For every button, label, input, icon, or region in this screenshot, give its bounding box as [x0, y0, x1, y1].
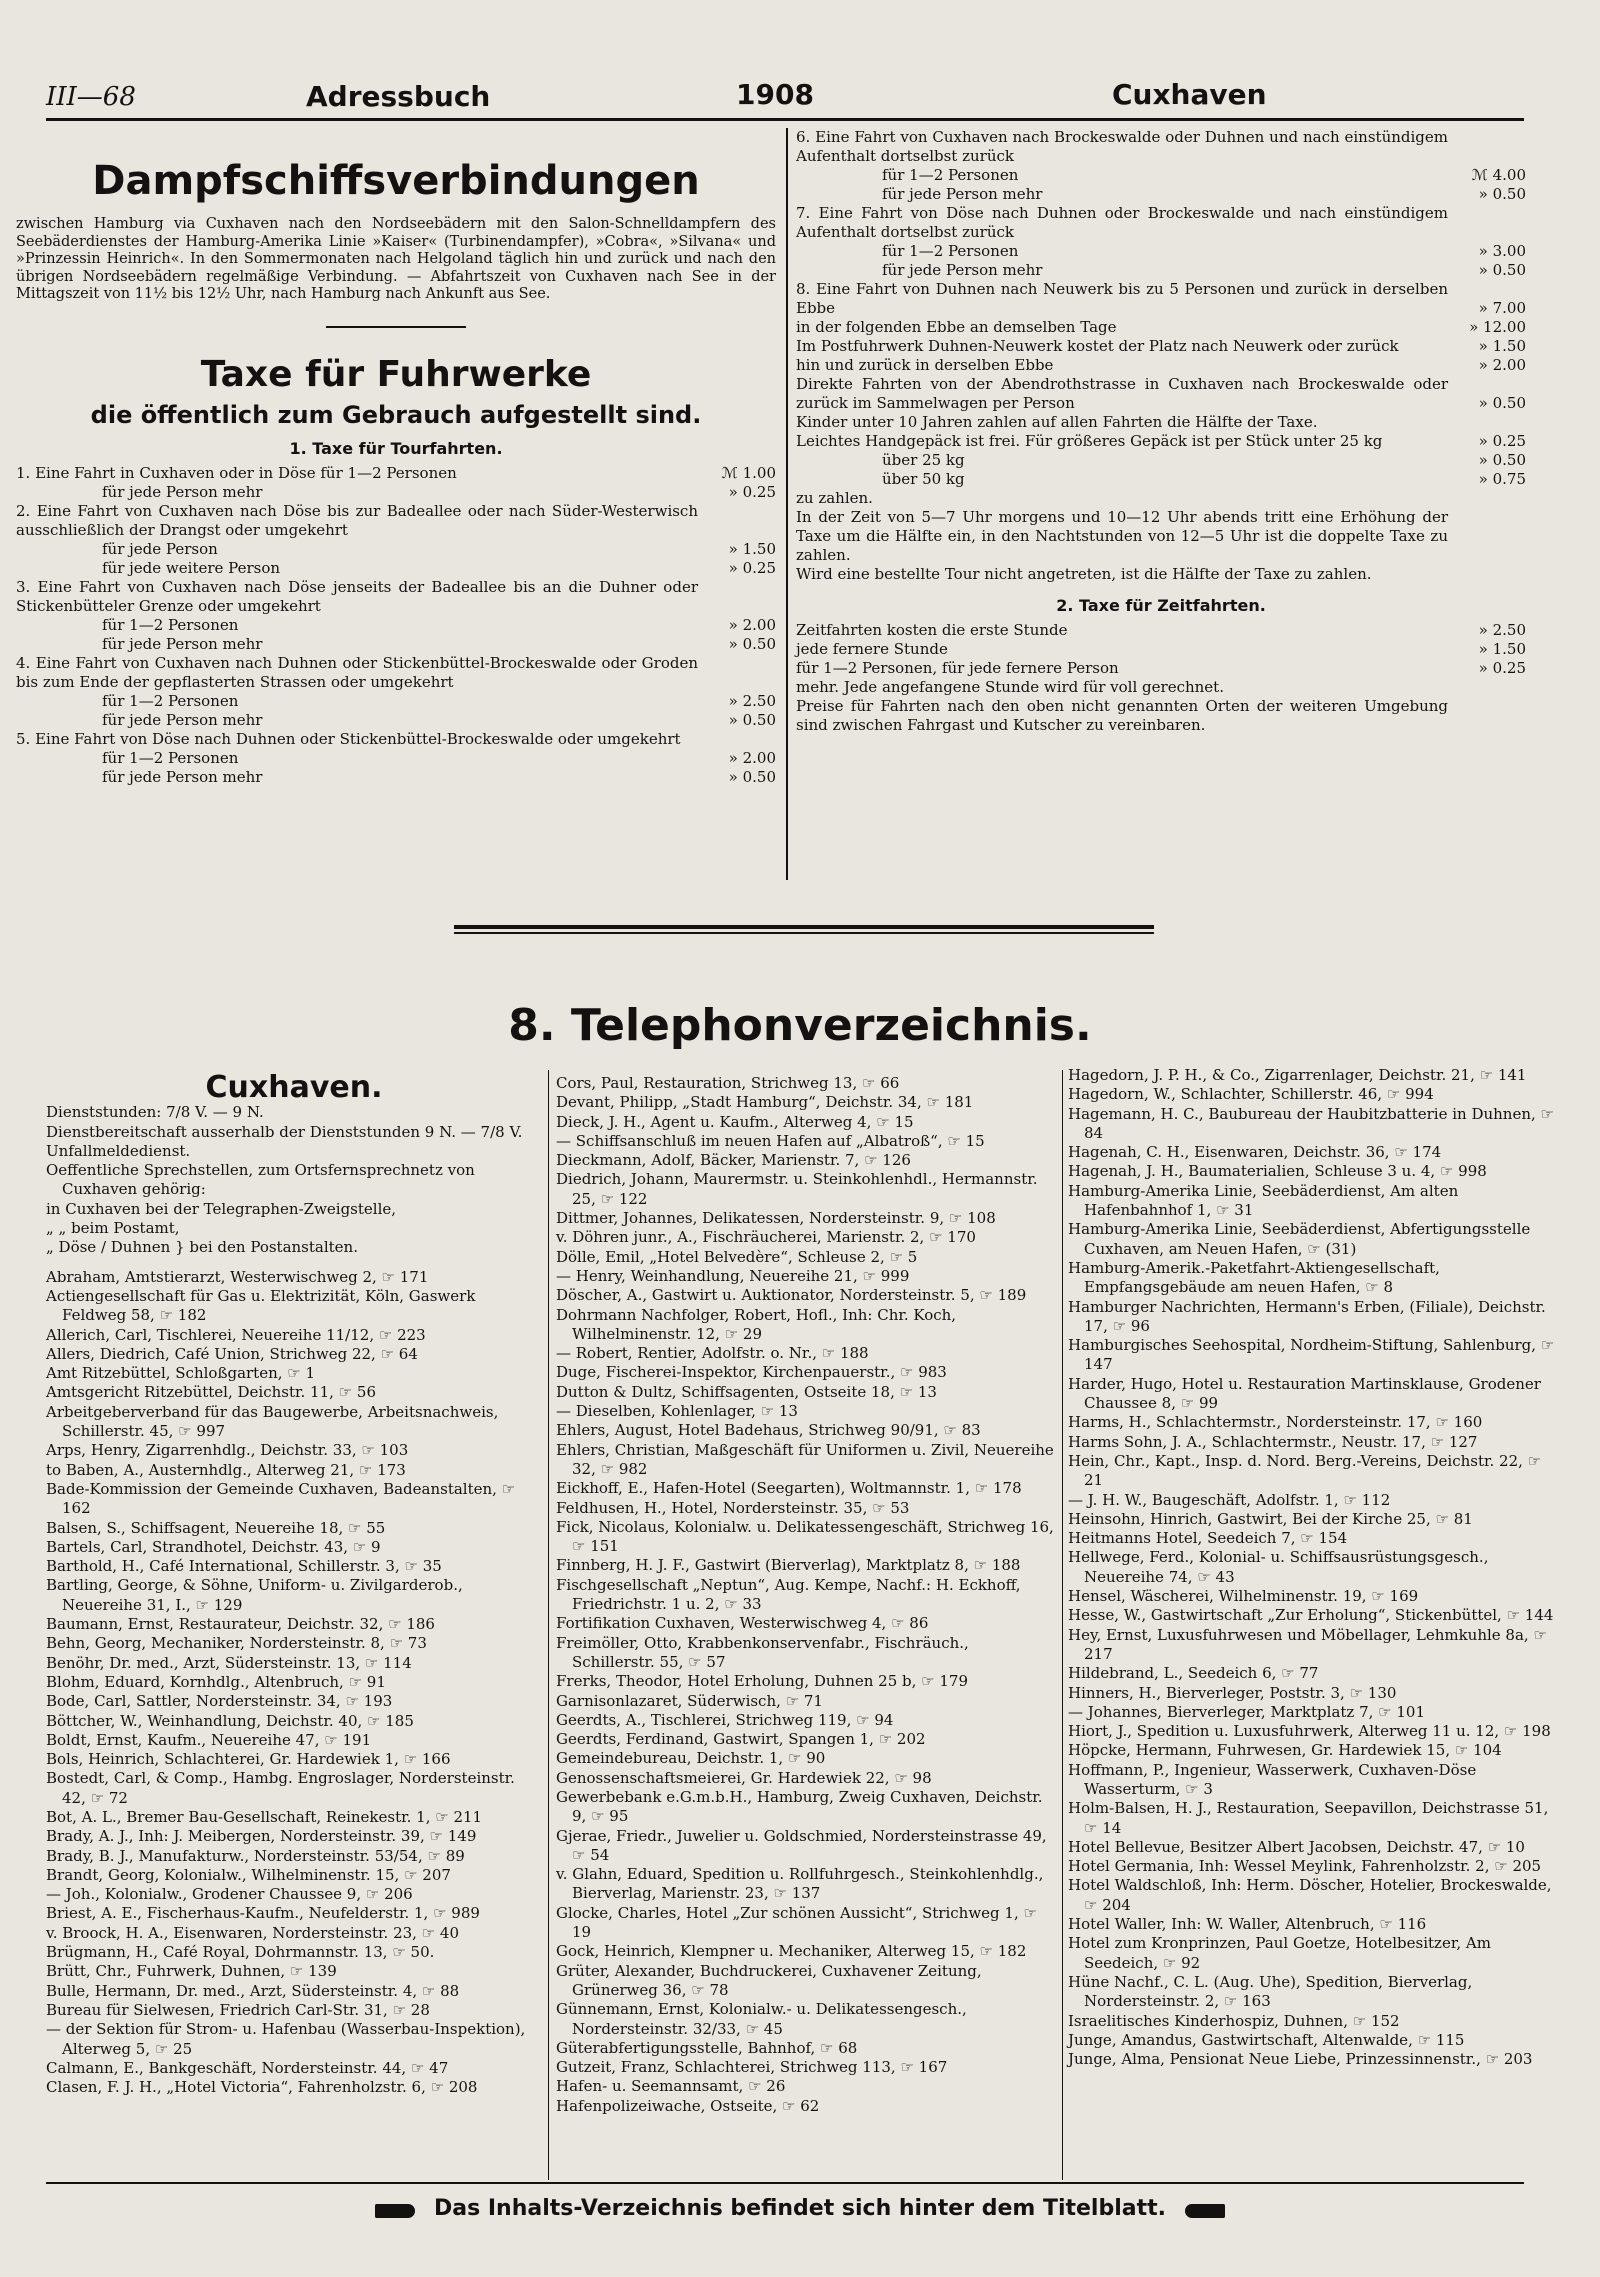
tariff-text: für 1—2 Personen, für jede fernere Person [796, 659, 1119, 677]
right-upper-column [796, 128, 1526, 735]
tel-entry: Gewerbebank e.G.m.b.H., Hamburg, Zweig Cuxhaven, Deichstr. 9, ☞ 95 [556, 1787, 1043, 1826]
tariff-row [796, 185, 1526, 204]
year: 1908 [736, 78, 814, 111]
tel-entry: Güterabfertigungsstelle, Bahnhof, ☞ 68 [556, 2038, 858, 2057]
tariff-text: für jede Person mehr [102, 634, 263, 653]
taxe-sec2: 2. Taxe für Zeitfahrten. [1056, 596, 1266, 615]
taxe-items-left [16, 464, 776, 787]
tel-entry: Bols, Heinrich, Schlachterei, Gr. Hardewiek 1, ☞ 166 [46, 1750, 451, 1769]
tel-entry: Heitmanns Hotel, Seedeich 7, ☞ 154 [1068, 1529, 1348, 1548]
tel-entry: Junge, Amandus, Gastwirtschaft, Altenwalde, ☞ 115 [1068, 2030, 1465, 2049]
tel-entry: Bode, Carl, Sattler, Nordersteinstr. 34, ☞ 193 [46, 1692, 393, 1711]
tel-entry: Amt Ritzebüttel, Schloßgarten, ☞ 1 [46, 1364, 316, 1383]
tel-entry: Hein, Chr., Kapt., Insp. d. Nord. Berg.-Vereins, Deichstr. 22, ☞ 21 [1068, 1451, 1542, 1490]
tariff-text: in der folgenden Ebbe an demselben Tage [796, 318, 1117, 336]
tel-entry: Bot, A. L., Bremer Bau-Gesellschaft, Reinekestr. 1, ☞ 211 [46, 1807, 483, 1826]
tariff-price: » 0.25 [728, 558, 776, 577]
tel-entry: Hiort, J., Spedition u. Luxusfuhrwerk, Alterweg 11 u. 12, ☞ 198 [1068, 1722, 1551, 1741]
tariff-price: » 3.00 [1478, 242, 1526, 260]
tel-entry: Dieckmann, Adolf, Bäcker, Marienstr. 7, ☞ 126 [556, 1151, 911, 1170]
tel-entry: Geerdts, Ferdinand, Gastwirt, Spangen 1, ☞ 202 [556, 1730, 926, 1749]
taxe-title: Taxe für Fuhrwerke [200, 353, 592, 395]
tariff-row [796, 261, 1526, 280]
tel-entry: Calmann, E., Bankgeschäft, Nordersteinstr. 44, ☞ 47 [46, 2058, 449, 2077]
tariff-row [16, 730, 776, 749]
taxe-subtitle: die öffentlich zum Gebrauch aufgestellt sind. [90, 400, 702, 429]
tariff-text: Im Postfuhrwerk Duhnen-Neuwerk kostet der Platz nach Neuwerk oder zurück [796, 337, 1399, 355]
tariff-row [796, 489, 1526, 508]
tel-entry: Hotel Bellevue, Besitzer Albert Jacobsen, Deichstr. 47, ☞ 10 [1068, 1837, 1525, 1856]
tel-entry: Hamburg-Amerika Linie, Seebäderdienst, Am alten Hafenbahnhof 1, ☞ 31 [1068, 1181, 1459, 1220]
tel-entry: Gemeindebureau, Deichstr. 1, ☞ 90 [556, 1749, 826, 1768]
tel-entry: Bulle, Hermann, Dr. med., Arzt, Südersteinstr. 4, ☞ 88 [46, 1981, 460, 2000]
tariff-row [16, 749, 776, 768]
taxe-items-right [796, 128, 1526, 584]
tariff-price: » 12.00 [1469, 318, 1526, 336]
tel-intro-line: „ „ beim Postamt, [46, 1219, 180, 1238]
tariff-text: für jede Person [102, 539, 218, 558]
tariff-price: » 0.50 [728, 767, 776, 786]
tariff-row [796, 565, 1526, 584]
tel-entry: Fischgesellschaft „Neptun“, Aug. Kempe, Nachf.: H. Eckhoff, Friedrichstr. 1 u. 2, ☞ 33 [556, 1575, 1021, 1614]
tel-entry: Boldt, Ernst, Kaufm., Neuereihe 47, ☞ 191 [46, 1730, 372, 1749]
tariff-text: In der Zeit von 5—7 Uhr morgens und 10—12 Uhr abends tritt eine Erhöhung der Taxe um die Hälfte ein, in den Nachtstunden von 12—5 Uhr ist die doppelte Taxe zu zahlen. [796, 508, 1448, 564]
tel-entry: Gutzeit, Franz, Schlachterei, Strichweg 113, ☞ 167 [556, 2058, 948, 2077]
tel-entry: Hamburger Nachrichten, Hermann's Erben, (Filiale), Deichstr. 17, ☞ 96 [1068, 1297, 1546, 1335]
tariff-price: » 0.50 [1478, 185, 1526, 203]
tariff-text: für 1—2 Personen [102, 748, 239, 767]
tel-col-1 [46, 1070, 542, 2097]
tariff-row [16, 540, 776, 559]
taxe-items-zeit [796, 621, 1526, 735]
tel-entry: — Joh., Kolonialw., Grodener Chaussee 9, ☞ 206 [46, 1885, 413, 1904]
book-title: Adressbuch [306, 80, 491, 113]
tariff-text: Leichtes Handgepäck ist frei. Für größeres Gepäck ist per Stück unter 25 kg [796, 432, 1383, 450]
tel-intro-line: in Cuxhaven bei der Telegraphen-Zweigstelle, [46, 1199, 397, 1218]
tel-entry: Hellwege, Ferd., Kolonial- u. Schiffsausrüstungsgesch., Neuereihe 74, ☞ 43 [1068, 1548, 1489, 1586]
tariff-text: Kinder unter 10 Jahren zahlen auf allen Fahrten die Hälfte der Taxe. [796, 413, 1318, 431]
tariff-row [16, 654, 776, 692]
tel-entry: Genossenschaftsmeierei, Gr. Hardewiek 22, ☞ 98 [556, 1768, 932, 1787]
tariff-price: » 0.25 [1478, 432, 1526, 450]
tel-entry: Glocke, Charles, Hotel „Zur schönen Aussicht“, Strichweg 1, ☞ 19 [556, 1903, 1037, 1942]
tel-entry: — Robert, Rentier, Adolfstr. o. Nr., ☞ 188 [556, 1344, 869, 1363]
tariff-price: » 1.50 [1478, 640, 1526, 658]
tariff-row [796, 621, 1526, 640]
tel-entry: Baumann, Ernst, Restaurateur, Deichstr. 32, ☞ 186 [46, 1615, 435, 1634]
tariff-text: zu zahlen. [796, 489, 873, 507]
tel-entry: Garnisonlazaret, Süderwisch, ☞ 71 [556, 1691, 823, 1710]
tel-entry: Hagemann, H. C., Baubureau der Haubitzbatterie in Duhnen, ☞ 84 [1068, 1104, 1554, 1142]
tel-entry: Ehlers, Christian, Maßgeschäft für Uniformen u. Zivil, Neuereihe 32, ☞ 982 [556, 1440, 1054, 1478]
tariff-text: mehr. Jede angefangene Stunde wird für voll gerechnet. [796, 678, 1224, 696]
tel-entry: Hagenah, C. H., Eisenwaren, Deichstr. 36, ☞ 174 [1068, 1143, 1442, 1162]
tel-intro-line: Oeffentliche Sprechstellen, zum Ortsfernsprechnetz von Cuxhaven gehörig: [46, 1161, 475, 1199]
tel-entry: Allers, Diedrich, Café Union, Strichweg 22, ☞ 64 [46, 1344, 418, 1363]
tel-entry: Arps, Henry, Zigarrenhdlg., Deichstr. 33, ☞ 103 [46, 1441, 409, 1460]
tel-entry: Hoffmann, P., Ingenieur, Wasserwerk, Cuxhaven-Döse Wasserturm, ☞ 3 [1068, 1760, 1477, 1798]
tariff-price: » 1.50 [728, 539, 776, 558]
tel-entry: Harms Sohn, J. A., Schlachtermstr., Neustr. 17, ☞ 127 [1068, 1432, 1478, 1451]
tel-entry: Hagedorn, W., Schlachter, Schillerstr. 46, ☞ 994 [1068, 1085, 1434, 1104]
tel-entry: — J. H. W., Baugeschäft, Adolfstr. 1, ☞ 112 [1068, 1490, 1391, 1509]
tel-entry: Frerks, Theodor, Hotel Erholung, Duhnen 25 b, ☞ 179 [556, 1672, 969, 1691]
section-double-rule-bottom [454, 932, 1154, 934]
tel-list-2 [556, 1074, 1056, 2116]
tel-entry: Finnberg, H. J. F., Gastwirt (Bierverlag), Marktplatz 8, ☞ 188 [556, 1556, 1021, 1575]
tariff-price: » 0.50 [1478, 451, 1526, 469]
tariff-text: für 1—2 Personen [102, 691, 239, 710]
tariff-text: Direkte Fahrten von der Abendrothstrasse in Cuxhaven nach Brockeswalde oder zurück im Sammelwagen per Person [796, 375, 1448, 412]
tel-entry: Brady, A. J., Inh: J. Meibergen, Nordersteinstr. 39, ☞ 149 [46, 1827, 477, 1846]
tel-entry: v. Broock, H. A., Eisenwaren, Nordersteinstr. 23, ☞ 40 [46, 1923, 460, 1942]
tel-entry: Hamburg-Amerika Linie, Seebäderdienst, Abfertigungsstelle Cuxhaven, am Neuen Hafen, ☞ (31) [1068, 1220, 1531, 1258]
tel-entry: Gjerae, Friedr., Juwelier u. Goldschmied, Nordersteinstrasse 49, ☞ 54 [556, 1826, 1047, 1864]
page-header [46, 78, 1526, 118]
tariff-text: über 25 kg [882, 451, 965, 469]
tel-entry: v. Glahn, Eduard, Spedition u. Rollfuhrgesch., Steinkohlenhdlg., Bierverlag, Marienstr. 23, ☞ 137 [556, 1865, 1044, 1903]
tel-entry: Hagenah, J. H., Baumaterialien, Schleuse 3 u. 4, ☞ 998 [1068, 1162, 1487, 1181]
tel-entry: Feldhusen, H., Hotel, Nordersteinstr. 35, ☞ 53 [556, 1498, 910, 1517]
tel-entry: Hotel Waldschloß, Inh: Herm. Döscher, Hotelier, Brockeswalde, ☞ 204 [1068, 1876, 1552, 1914]
tel-entry: Holm-Balsen, H. J., Restauration, Seepavillon, Deichstrasse 51, ☞ 14 [1068, 1799, 1549, 1837]
tel-entry: v. Döhren junr., A., Fischräucherei, Marienstr. 2, ☞ 170 [556, 1228, 976, 1247]
tel-title: 8. Telephonverzeichnis. [508, 1000, 1092, 1051]
tel-entry: Harder, Hugo, Hotel u. Restauration Martinsklause, Grodener Chaussee 8, ☞ 99 [1068, 1374, 1541, 1413]
footer [0, 2196, 1600, 2221]
tel-entry: Harms, H., Schlachtermstr., Nordersteinstr. 17, ☞ 160 [1068, 1413, 1483, 1432]
tel-col-3 [1068, 1066, 1558, 2069]
tel-entry: Briest, A. E., Fischerhaus-Kaufm., Neufelderstr. 1, ☞ 989 [46, 1904, 480, 1923]
tariff-row [16, 692, 776, 711]
tel-intro-line: Dienstbereitschaft ausserhalb der Dienststunden 9 N. — 7/8 V. [46, 1122, 523, 1141]
tariff-row [796, 432, 1526, 451]
tel-entry: Hinners, H., Bierverleger, Poststr. 3, ☞ 130 [1068, 1683, 1397, 1702]
tariff-row [796, 470, 1526, 489]
tel-entry: Abraham, Amtstierarzt, Westerwischweg 2, ☞ 171 [46, 1267, 429, 1286]
tariff-row [796, 413, 1526, 432]
tariff-row [16, 578, 776, 616]
tel-entry: Freimöller, Otto, Krabbenkonservenfabr., Fischräuch., Schillerstr. 55, ☞ 57 [556, 1633, 969, 1671]
tel-entry: Junge, Alma, Pensionat Neue Liebe, Prinzessinnenstr., ☞ 203 [1068, 2050, 1533, 2069]
tel-entry: Hildebrand, L., Seedeich 6, ☞ 77 [1068, 1664, 1319, 1683]
tel-entry: Bartels, Carl, Strandhotel, Deichstr. 43, ☞ 9 [46, 1537, 381, 1556]
column-divider-lower-2 [1062, 1070, 1063, 2180]
tariff-row [796, 640, 1526, 659]
tariff-price: ℳ 4.00 [1471, 166, 1526, 184]
tel-entry: Hüne Nachf., C. L. (Aug. Uhe), Spedition, Bierverlag, Nordersteinstr. 2, ☞ 163 [1068, 1972, 1473, 2011]
tariff-row [796, 128, 1526, 166]
tariff-row [796, 204, 1526, 242]
tel-entry: Arbeitgeberverband für das Baugewerbe, Arbeitsnachweis, Schillerstr. 45, ☞ 997 [46, 1402, 499, 1441]
tel-entry: Diedrich, Johann, Maurermstr. u. Steinkohlenhdl., Hermannstr. 25, ☞ 122 [556, 1170, 1038, 1208]
tariff-text: Preise für Fahrten nach den oben nicht genannten Orten der weiteren Umgebung sind zwischen Fahrgast und Kutscher zu vereinbaren. [796, 697, 1448, 734]
tariff-price: » 2.00 [728, 748, 776, 767]
tel-entry: Hafenpolizeiwache, Ostseite, ☞ 62 [556, 2096, 820, 2115]
taxe-sec1: 1. Taxe für Tourfahrten. [289, 438, 503, 458]
tariff-row [796, 508, 1526, 565]
tel-city: Cuxhaven. [205, 1070, 383, 1105]
header-rule [46, 118, 1524, 121]
tel-entry: Dieck, J. H., Agent u. Kaufm., Alterweg 4, ☞ 15 [556, 1112, 914, 1131]
tariff-text: 4. Eine Fahrt von Cuxhaven nach Duhnen oder Stickenbüttel-Brockeswalde oder Groden bis zum Ende der gepflasterten Strassen oder umgekehrt [16, 653, 698, 691]
tariff-row [796, 697, 1526, 735]
tel-intro [46, 1103, 542, 1257]
tariff-row [16, 559, 776, 578]
tariff-price: » 0.50 [728, 710, 776, 729]
tel-entry: — der Sektion für Strom- u. Hafenbau (Wasserbau-Inspektion), Alterweg 5, ☞ 25 [46, 2020, 526, 2058]
tel-entry: Bureau für Sielwesen, Friedrich Carl-Str. 31, ☞ 28 [46, 2000, 430, 2019]
tel-entry: — Dieselben, Kohlenlager, ☞ 13 [556, 1402, 798, 1421]
tariff-text: 2. Eine Fahrt von Cuxhaven nach Döse bis zur Badeallee oder nach Süder-Westerwisch ausschließlich der Drangst oder umgekehrt [16, 501, 698, 539]
tel-list-3 [1068, 1066, 1558, 2069]
tariff-text: 3. Eine Fahrt von Cuxhaven nach Döse jenseits der Badeallee bis an die Duhner oder Stickenbütteler Grenze oder umgekehrt [16, 577, 698, 615]
tariff-row [16, 768, 776, 787]
tel-entry: Hesse, W., Gastwirtschaft „Zur Erholung“, Stickenbüttel, ☞ 144 [1068, 1606, 1554, 1625]
tel-list-1 [46, 1268, 542, 2098]
page-ref: III—68 [46, 82, 136, 112]
tel-entry: Günnemann, Ernst, Kolonialw.- u. Delikatessengesch., Nordersteinstr. 32/33, ☞ 45 [556, 2000, 967, 2038]
tel-entry: Cors, Paul, Restauration, Strichweg 13, ☞ 66 [556, 1074, 900, 1092]
tel-entry: Brügmann, H., Café Royal, Dohrmannstr. 13, ☞ 50. [46, 1943, 435, 1962]
tariff-price: » 0.25 [1478, 659, 1526, 677]
pointing-hand-left-icon [375, 2204, 415, 2218]
tariff-row [16, 635, 776, 654]
dampf-text: zwischen Hamburg via Cuxhaven nach den Nordseebädern mit den Salon-Schnelldampfern des Seebäderdienstes der Hamburg-Amerika Linie »Kaiser« (Turbinendampfer), »Cobra«, »Silvana« und »Prinzessin Heinrich«. In den Sommermonaten nach Helgoland täglich hin und zurück und nach den übrigen Nordseebädern regelmäßige Verbindung. — Abfahrtszeit von Cuxhaven nach See in der Mittagszeit von 11½ bis 12½ Uhr, nach Hamburg nach Ankunft aus See. [16, 216, 776, 302]
left-upper-column [16, 140, 776, 787]
tel-entry: — Johannes, Bierverleger, Marktplatz 7, ☞ 101 [1068, 1702, 1426, 1721]
tariff-row [796, 678, 1526, 697]
tariff-price: » 2.00 [1478, 356, 1526, 374]
tel-entry: Benöhr, Dr. med., Arzt, Südersteinstr. 13, ☞ 114 [46, 1653, 412, 1672]
dampf-divider [326, 326, 466, 328]
tel-entry: Hagedorn, J. P. H., & Co., Zigarrenlager, Deichstr. 21, ☞ 141 [1068, 1066, 1527, 1084]
tel-entry: Actiengesellschaft für Gas u. Elektrizität, Köln, Gaswerk Feldweg 58, ☞ 182 [46, 1286, 476, 1325]
tel-entry: Clasen, F. J. H., „Hotel Victoria“, Fahrenholzstr. 6, ☞ 208 [46, 2078, 478, 2097]
tel-entry: Döscher, A., Gastwirt u. Auktionator, Nordersteinstr. 5, ☞ 189 [556, 1286, 1027, 1305]
tel-entry: Bostedt, Carl, & Comp., Hambg. Engroslager, Nordersteinstr. 42, ☞ 72 [46, 1769, 515, 1807]
tariff-row [796, 375, 1526, 413]
tel-entry: Duge, Fischerei-Inspektor, Kirchenpauerstr., ☞ 983 [556, 1363, 947, 1382]
tariff-row [16, 502, 776, 540]
tel-entry: Dohrmann Nachfolger, Robert, Hofl., Inh: Chr. Koch, Wilhelminenstr. 12, ☞ 29 [556, 1305, 957, 1343]
tel-entry: Gock, Heinrich, Klempner u. Mechaniker, Alterweg 15, ☞ 182 [556, 1942, 1027, 1961]
tariff-row [796, 318, 1526, 337]
section-double-rule-top [454, 925, 1154, 929]
tel-entry: Eickhoff, E., Hafen-Hotel (Seegarten), Woltmannstr. 1, ☞ 178 [556, 1479, 1022, 1498]
tel-entry: Hamburg-Amerik.-Paketfahrt-Aktiengesellschaft, Empfangsgebäude am neuen Hafen, ☞ 8 [1068, 1258, 1440, 1297]
tel-entry: Hamburgisches Seehospital, Nordheim-Stiftung, Sahlenburg, ☞ 147 [1068, 1336, 1555, 1374]
tariff-text: für 1—2 Personen [102, 615, 239, 634]
tel-entry: to Baben, A., Austernhdlg., Alterweg 21, ☞ 173 [46, 1460, 406, 1479]
tel-entry: — Schiffsanschluß im neuen Hafen auf „Albatroß“, ☞ 15 [556, 1131, 985, 1150]
tel-intro-line: „ Döse / Duhnen } bei den Postanstalten. [46, 1238, 358, 1257]
tariff-price: » 0.50 [728, 634, 776, 653]
tariff-price: » 2.00 [728, 615, 776, 634]
tariff-text: für jede Person mehr [882, 261, 1043, 279]
tel-entry: Fick, Nicolaus, Kolonialw. u. Delikatessengeschäft, Strichweg 16, ☞ 151 [556, 1517, 1054, 1556]
tel-entry: Israelitisches Kinderhospiz, Duhnen, ☞ 152 [1068, 2011, 1400, 2030]
tariff-text: 8. Eine Fahrt von Duhnen nach Neuwerk bis zu 5 Personen und zurück in derselben Ebbe [796, 280, 1448, 317]
tel-entry: Brütt, Chr., Fuhrwerk, Duhnen, ☞ 139 [46, 1962, 337, 1981]
tel-entry: Höpcke, Hermann, Fuhrwesen, Gr. Hardewiek 15, ☞ 104 [1068, 1741, 1502, 1760]
tariff-text: 6. Eine Fahrt von Cuxhaven nach Brockeswalde oder Duhnen und nach einstündigem Aufenthalt dortselbst zurück [796, 128, 1448, 165]
tel-intro-line: Unfallmeldedienst. [46, 1141, 191, 1160]
dampf-title: Dampfschiffsverbindungen [92, 158, 700, 204]
column-divider-lower-1 [548, 1070, 549, 2180]
tel-entry: Hafen- u. Seemannsamt, ☞ 26 [556, 2077, 786, 2096]
tel-entry: Bartling, George, & Söhne, Uniform- u. Zivilgarderob., Neuereihe 31, I., ☞ 129 [46, 1576, 463, 1614]
tariff-row [796, 451, 1526, 470]
tariff-text: für jede Person mehr [102, 482, 263, 501]
tariff-price: » 0.75 [1478, 470, 1526, 488]
tel-entry: Hensel, Wäscherei, Wilhelminenstr. 19, ☞ 169 [1068, 1587, 1419, 1606]
tel-entry: Brandt, Georg, Kolonialw., Wilhelminenstr. 15, ☞ 207 [46, 1865, 451, 1884]
tariff-text: hin und zurück in derselben Ebbe [796, 356, 1054, 374]
tel-entry: Blohm, Eduard, Kornhdlg., Altenbruch, ☞ 91 [46, 1672, 386, 1691]
city-title: Cuxhaven [1112, 78, 1267, 111]
tariff-text: für jede Person mehr [102, 710, 263, 729]
tariff-row [796, 166, 1526, 185]
footer-rule [46, 2182, 1524, 2184]
tel-entry: Ehlers, August, Hotel Badehaus, Strichweg 90/91, ☞ 83 [556, 1421, 981, 1440]
tel-entry: Hotel Waller, Inh: W. Waller, Altenbruch, ☞ 116 [1068, 1915, 1427, 1934]
tariff-price: » 7.00 [1478, 299, 1526, 317]
tel-entry: Barthold, H., Café International, Schillerstr. 3, ☞ 35 [46, 1557, 442, 1576]
tel-entry: Hey, Ernst, Luxusfuhrwesen und Möbellager, Lehmkuhle 8a, ☞ 217 [1068, 1625, 1547, 1663]
tel-entry: Geerdts, A., Tischlerei, Strichweg 119, ☞ 94 [556, 1710, 894, 1729]
tel-entry: — Henry, Weinhandlung, Neuereihe 21, ☞ 999 [556, 1266, 910, 1285]
tel-entry: Dölle, Emil, „Hotel Belvedère“, Schleuse 2, ☞ 5 [556, 1247, 918, 1266]
footer-text: Das Inhalts-Verzeichnis befindet sich hinter dem Titelblatt. [433, 2196, 1166, 2221]
column-divider-upper [786, 128, 788, 880]
tariff-row [16, 616, 776, 635]
tariff-price: » 2.50 [1478, 621, 1526, 639]
tel-entry: Brady, B. J., Manufakturw., Nordersteinstr. 53/54, ☞ 89 [46, 1846, 465, 1865]
tariff-text: für 1—2 Personen [882, 166, 1019, 184]
tariff-text: Zeitfahrten kosten die erste Stunde [796, 621, 1068, 639]
tariff-text: Wird eine bestellte Tour nicht angetreten, ist die Hälfte der Taxe zu zahlen. [796, 565, 1372, 583]
tel-entry: Hotel Germania, Inh: Wessel Meylink, Fahrenholzstr. 2, ☞ 205 [1068, 1857, 1542, 1876]
tariff-row [796, 337, 1526, 356]
tel-intro-line: Dienststunden: 7/8 V. — 9 N. [46, 1103, 264, 1122]
tariff-row [796, 356, 1526, 375]
tariff-row [796, 659, 1526, 678]
tariff-text: jede fernere Stunde [796, 640, 948, 658]
tel-col-2 [556, 1074, 1056, 2116]
tariff-price: » 1.50 [1478, 337, 1526, 355]
pointing-hand-right-icon [1185, 2204, 1225, 2218]
tariff-text: über 50 kg [882, 470, 965, 488]
tel-entry: Amtsgericht Ritzebüttel, Deichstr. 11, ☞ 56 [46, 1383, 376, 1402]
tel-entry: Behn, Georg, Mechaniker, Nordersteinstr. 8, ☞ 73 [46, 1634, 427, 1653]
tariff-text: 7. Eine Fahrt von Döse nach Duhnen oder Brockeswalde und nach einstündigem Aufenthalt dortselbst zurück [796, 204, 1448, 241]
tel-entry: Dittmer, Johannes, Delikatessen, Nordersteinstr. 9, ☞ 108 [556, 1209, 996, 1228]
tel-entry: Devant, Philipp, „Stadt Hamburg“, Deichstr. 34, ☞ 181 [556, 1093, 974, 1112]
tel-entry: Bade-Kommission der Gemeinde Cuxhaven, Badeanstalten, ☞ 162 [46, 1479, 516, 1518]
tel-entry: Hotel zum Kronprinzen, Paul Goetze, Hotelbesitzer, Am Seedeich, ☞ 92 [1068, 1934, 1491, 1972]
tel-entry: Balsen, S., Schiffsagent, Neuereihe 18, ☞ 55 [46, 1518, 386, 1537]
tariff-text: für jede Person mehr [102, 767, 263, 786]
tel-entry: Heinsohn, Hinrich, Gastwirt, Bei der Kirche 25, ☞ 81 [1068, 1509, 1473, 1528]
tariff-row [16, 711, 776, 730]
tel-entry: Fortifikation Cuxhaven, Westerwischweg 4, ☞ 86 [556, 1614, 929, 1633]
tariff-text: für jede weitere Person [102, 558, 281, 577]
tariff-price: ℳ 1.00 [721, 463, 776, 482]
tariff-price: » 0.25 [728, 482, 776, 501]
tariff-text: 1. Eine Fahrt in Cuxhaven oder in Döse für 1—2 Personen [16, 463, 457, 482]
tariff-row [796, 280, 1526, 318]
tel-entry: Dutton & Dultz, Schiffsagenten, Ostseite 18, ☞ 13 [556, 1382, 937, 1401]
tel-entry: Grüter, Alexander, Buchdruckerei, Cuxhavener Zeitung, Grünerweg 36, ☞ 78 [556, 1961, 982, 1999]
tariff-text: für jede Person mehr [882, 185, 1043, 203]
tariff-price: » 0.50 [1478, 394, 1526, 412]
tariff-price: » 2.50 [728, 691, 776, 710]
tariff-row [16, 464, 776, 483]
tariff-row [796, 242, 1526, 261]
tariff-text: 5. Eine Fahrt von Döse nach Duhnen oder Stickenbüttel-Brockeswalde oder umgekehrt [16, 729, 681, 748]
tariff-row [16, 483, 776, 502]
tariff-price: » 0.50 [1478, 261, 1526, 279]
tel-entry: Allerich, Carl, Tischlerei, Neuereihe 11/12, ☞ 223 [46, 1325, 426, 1344]
tel-entry: Böttcher, W., Weinhandlung, Deichstr. 40, ☞ 185 [46, 1711, 414, 1730]
tariff-text: für 1—2 Personen [882, 242, 1019, 260]
